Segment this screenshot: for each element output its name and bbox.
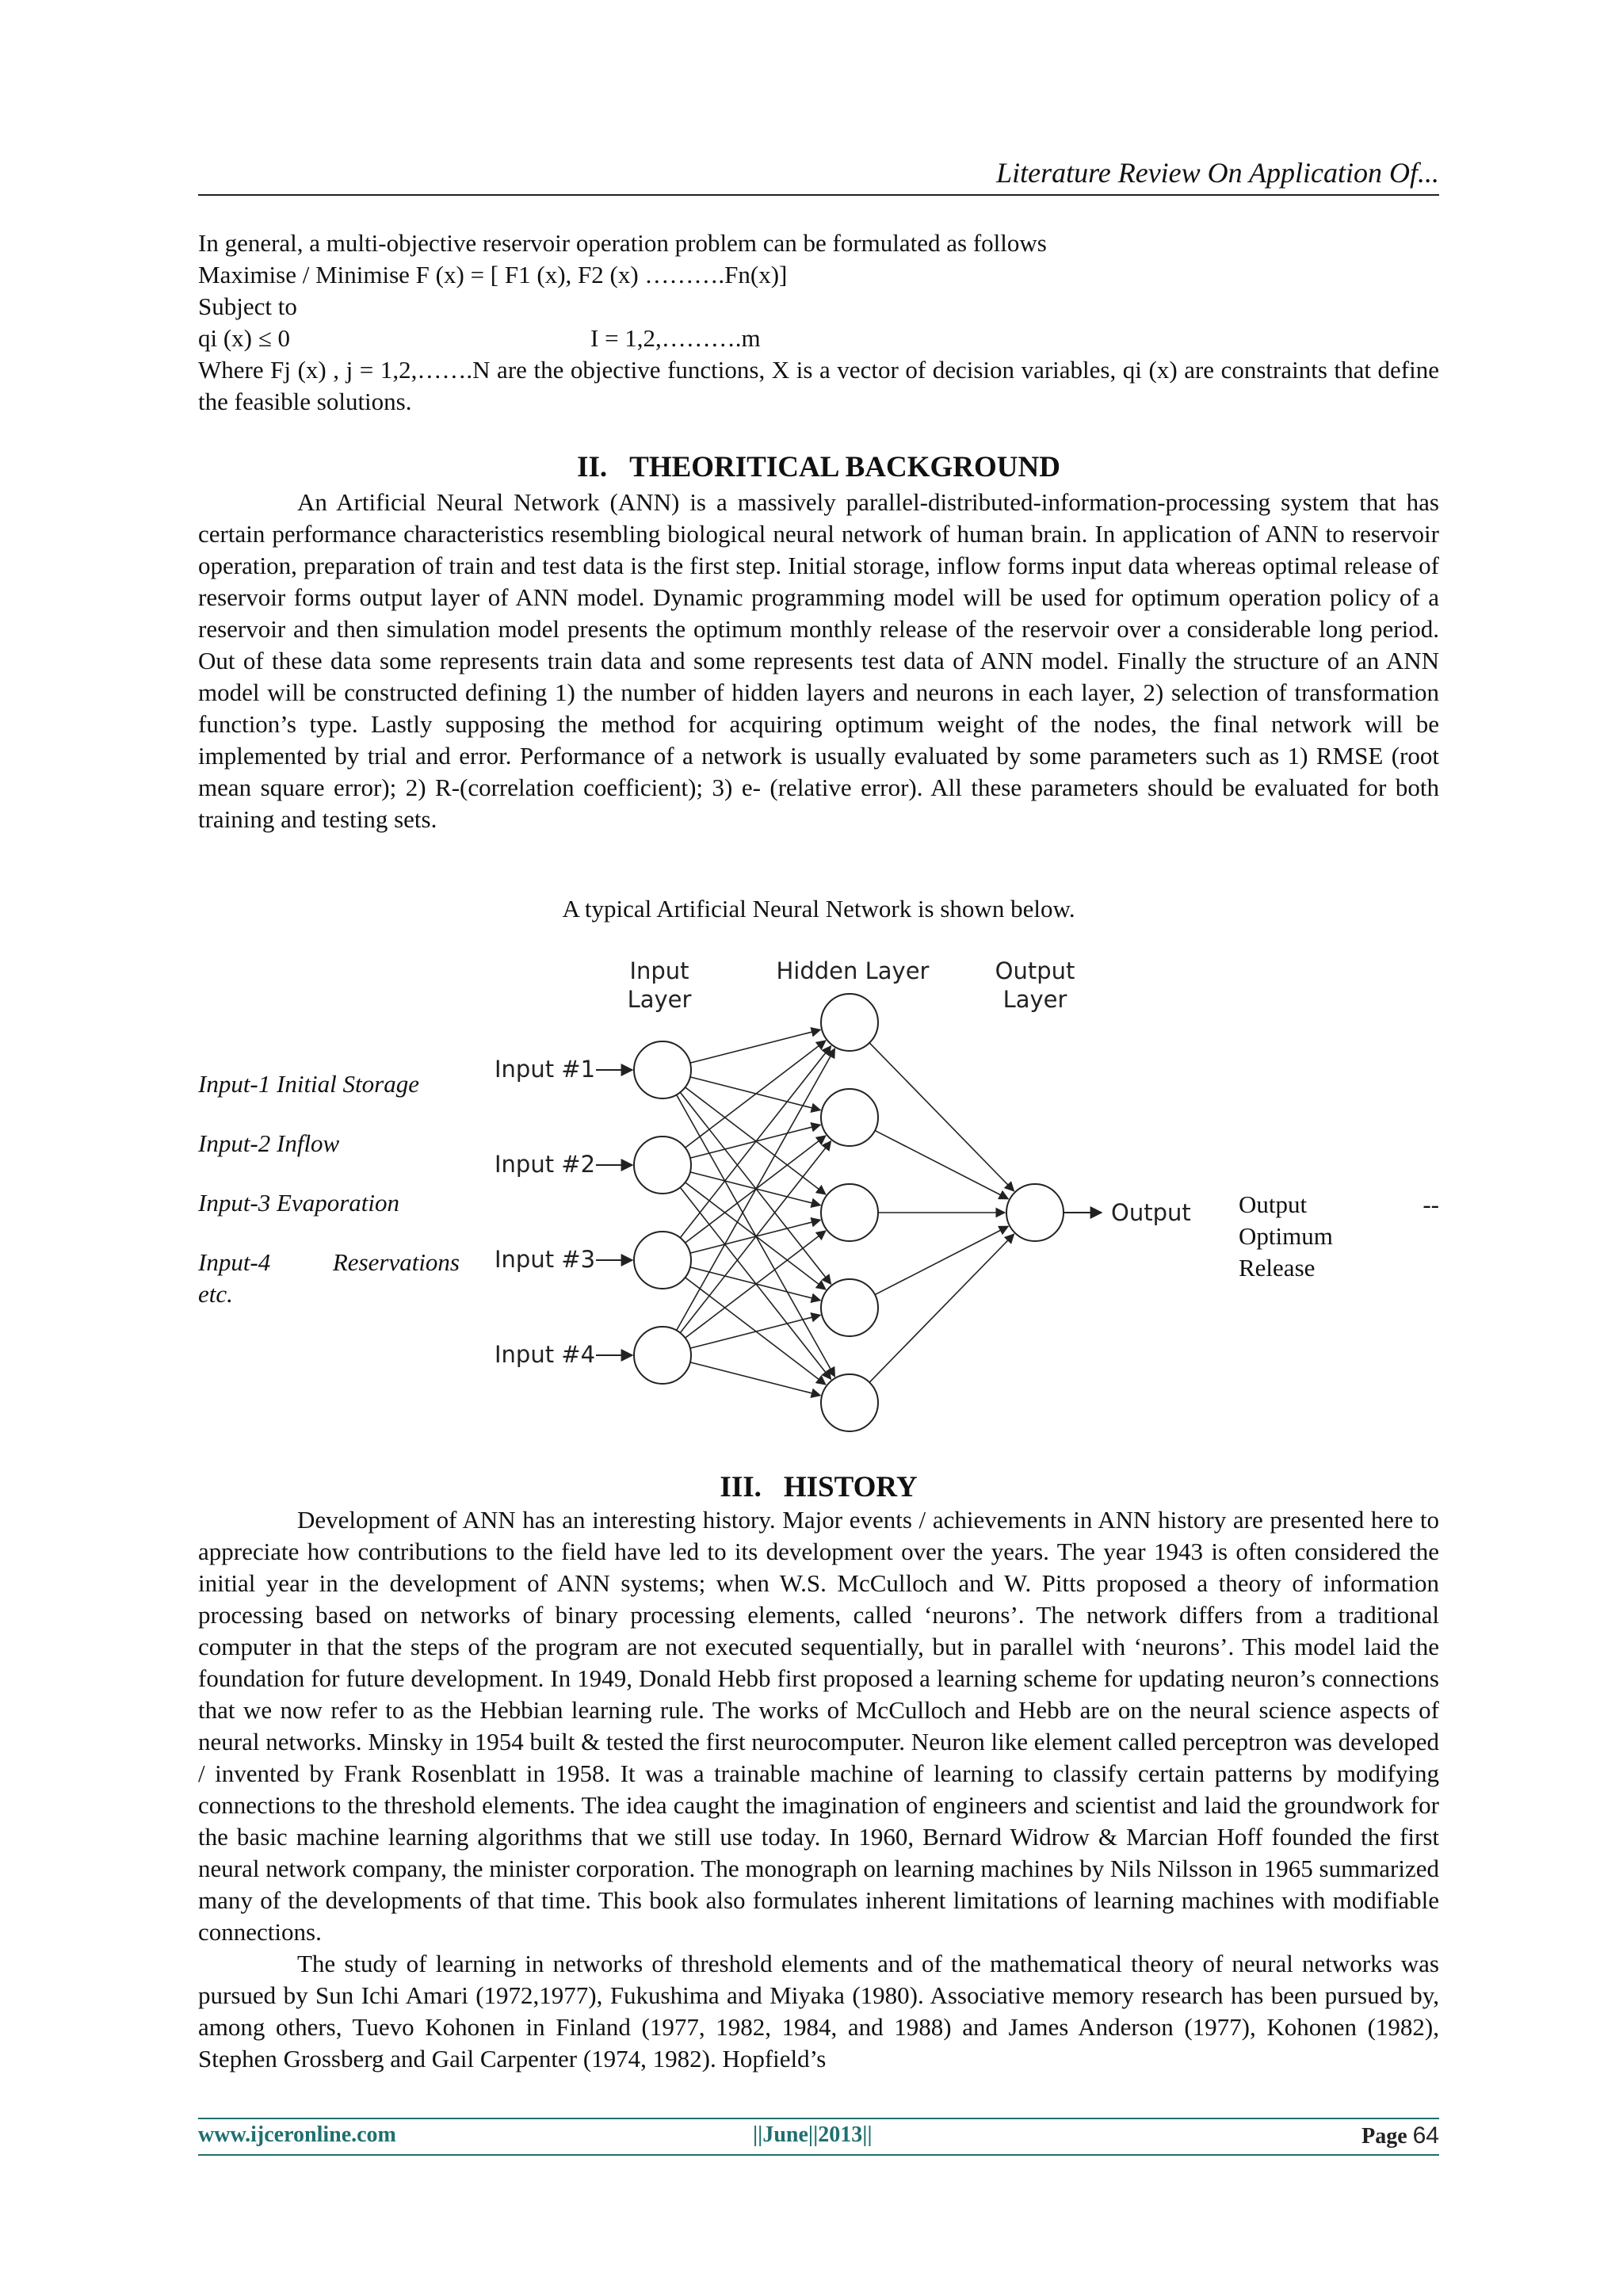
figure-caption: A typical Artificial Neural Network is shown below. — [562, 895, 1075, 923]
input-layer-label-1: Input — [629, 957, 689, 984]
input-arrows — [626, 1070, 632, 1355]
running-header: Literature Review On Application Of... — [996, 157, 1439, 189]
subject-to: Subject to — [198, 292, 297, 320]
input-hidden-connections — [677, 1030, 835, 1395]
section-3-paragraph-1: Development of ANN has an interesting history. Major events / achievements in ANN history are presented here to appreciate how contributions to the field have led to its development over the years. The year 1943 is often considered the initial year in the development of ANN systems; when W.S. McCulloch and W. Pitts proposed a theory of information processing based on networks of binary processing elements, called ‘neurons’. The network differs from a traditional computer in that the steps of the program are not executed sequentially, but in parallel with ‘neurons’. This model laid the foundation for future development. In 1949, Donald Hebb first proposed a learning scheme for updating neuron’s connections that we now refer to as the Hebbian learning rule. The works of McCulloch and Hebb are on the neural science aspects of neural networks. Minsky in 1954 built & tested the first neurocomputer. Neuron like element called perceptron was developed / invented by Frank Rosenblatt in 1958. It was a trainable machine of learning to classify certain patterns by modifying connections to the threshold elements. The idea caught the imagination of engineers and scientist and laid the groundwork for the basic machine learning algorithms that we still use today. In 1960, Bernard Widrow & Marcian Hoff founded the first neural network company, the minister corporation. The monograph on learning machines by Nils Nilsson in 1965 summarized many of the developments of that time. This book also formulates inherent limitations of learning machines with modifiable connections. — [198, 1506, 1440, 1946]
section-2-paragraph: An Artificial Neural Network (ANN) is a massively parallel-distributed-information-processing system that has certain performance characteristics resembling biological neural network of human brain. In application of ANN to reservoir operation, preparation of train and test data is the first step. Initial storage, inflow forms input data whereas optimal release of reservoir forms output layer of ANN model. Dynamic programming model will be used for optimum operation policy of a reservoir and then simulation model presents the optimum monthly release of the reservoir over a considerable long period. Out of these data some represents train data and some represents test data of ANN model. Finally the structure of an ANN model will be constructed defining 1) the number of hidden layers and neurons in each layer, 2) selection of transformation function’s type. Lastly supposing the method for acquiring optimum weight of the nodes, the final network will be implemented by trial and error. Performance of a network is usually evaluated by some parameters such as 1) RMSE (root mean square error); 2) R-(correlation coefficient); 3) e- (relative error). All these parameters should be evaluated for both training and testing sets. — [198, 488, 1439, 833]
connection-in1-h1 — [690, 1030, 820, 1063]
hidden-node-5 — [821, 1374, 878, 1431]
section-3-body — [198, 1504, 1439, 2075]
output-node-label: Output — [1111, 1199, 1191, 1226]
output-side-text — [1239, 1189, 1439, 1284]
output-text-line1: Output — [1239, 1190, 1308, 1218]
footer-rule-top — [198, 2118, 1439, 2119]
input-node-4 — [634, 1327, 691, 1384]
objective-equation: Maximise / Minimise F (x) = [ F1 (x), F2 (x) ……….Fn(x)] — [198, 261, 788, 288]
input-node-2 — [634, 1137, 691, 1194]
formulation-intro: In general, a multi-objective reservoir operation problem can be formulated as follows — [198, 229, 1047, 257]
connection-in2-h1 — [685, 1041, 826, 1148]
footer-page — [1361, 2122, 1439, 2149]
section-3-number: III. — [720, 1471, 762, 1503]
connection-in4-h4 — [690, 1315, 820, 1348]
hidden-node-2 — [821, 1089, 878, 1146]
section-2-body — [198, 487, 1439, 835]
output-text-line2: Optimum — [1239, 1222, 1333, 1250]
output-text-dash: -- — [1423, 1190, 1439, 1218]
formulation-block — [198, 227, 1439, 418]
footer — [198, 2122, 1439, 2157]
input-node-1 — [634, 1041, 691, 1098]
input-3-node-label: Input #3 — [495, 1246, 596, 1273]
page-label: Page — [1361, 2124, 1407, 2149]
connection-in4-h1 — [677, 1049, 835, 1330]
section-3-title: HISTORY — [783, 1471, 918, 1503]
input-3-label: Input-3 Evaporation — [198, 1189, 399, 1217]
hidden-output-connections — [869, 1043, 1014, 1382]
input-2-label: Input-2 Inflow — [198, 1129, 340, 1157]
header-rule — [198, 194, 1439, 196]
output-layer-label-2: Layer — [1002, 986, 1067, 1013]
constraint-left: qi (x) ≤ 0 — [198, 324, 291, 352]
section-3-paragraph-2: The study of learning in networks of threshold elements and of the mathematical theory of neural networks was pursued by Sun Ichi Amari (1972,1977), Fukushima and Miyaka (1980). Associative memory research has been pursued by, among others, Tuevo Kohonen in Finland (1977, 1982, 1984, and 1988) and James Anderson (1977), Kohonen (1982), Stephen Grossberg and Gail Carpenter (1974, 1982). Hopfield’s — [198, 1950, 1439, 2073]
input-2-node-label: Input #2 — [495, 1151, 596, 1178]
output-layer-label-1: Output — [995, 957, 1075, 984]
footer-url[interactable]: www.ijceronline.com — [198, 2122, 396, 2147]
hidden-node-3 — [821, 1184, 878, 1241]
footer-rule-bottom — [198, 2154, 1439, 2156]
connection-in4-h2 — [680, 1141, 831, 1333]
input-arrow-shafts — [596, 1070, 632, 1355]
input-1-node-label: Input #1 — [495, 1056, 596, 1083]
constraint-right: I = 1,2,……….m — [590, 324, 761, 352]
input-4-label-a: Input-4 — [198, 1248, 271, 1276]
input-layer-label-2: Layer — [627, 986, 692, 1013]
output-text-line3: Release — [1239, 1254, 1316, 1282]
footer-date: ||June||2013|| — [753, 2122, 873, 2147]
input-4-node-label: Input #4 — [495, 1341, 596, 1368]
hidden-node-4 — [821, 1279, 878, 1336]
connection-in4-h5 — [690, 1362, 820, 1396]
input-nodes — [634, 1041, 691, 1384]
ann-diagram — [475, 947, 1236, 1454]
hidden-layer-label: Hidden Layer — [776, 957, 930, 984]
constraint-row — [198, 323, 1439, 354]
input-4-label-c: etc. — [198, 1280, 233, 1308]
input-node-3 — [634, 1232, 691, 1289]
input-4-label-b: Reservations — [332, 1248, 460, 1276]
connection-h1-out — [869, 1043, 1014, 1191]
section-3-heading — [198, 1470, 1439, 1505]
where-text: Where Fj (x) , j = 1,2,…….N are the objective functions, X is a vector of decision variables, qi (x) are constraints that define the feasible solutions. — [198, 356, 1439, 415]
page-number: 64 — [1412, 2122, 1439, 2149]
input-4-label — [198, 1247, 460, 1278]
hidden-node-1 — [821, 994, 878, 1051]
hidden-nodes — [821, 994, 878, 1431]
section-2-number: II. — [577, 451, 608, 483]
section-2-title: THEORITICAL BACKGROUND — [629, 451, 1060, 483]
input-1-label: Input-1 Initial Storage — [198, 1070, 419, 1098]
section-2-heading — [198, 450, 1439, 485]
connection-h5-out — [869, 1234, 1014, 1382]
output-node — [1006, 1184, 1064, 1241]
